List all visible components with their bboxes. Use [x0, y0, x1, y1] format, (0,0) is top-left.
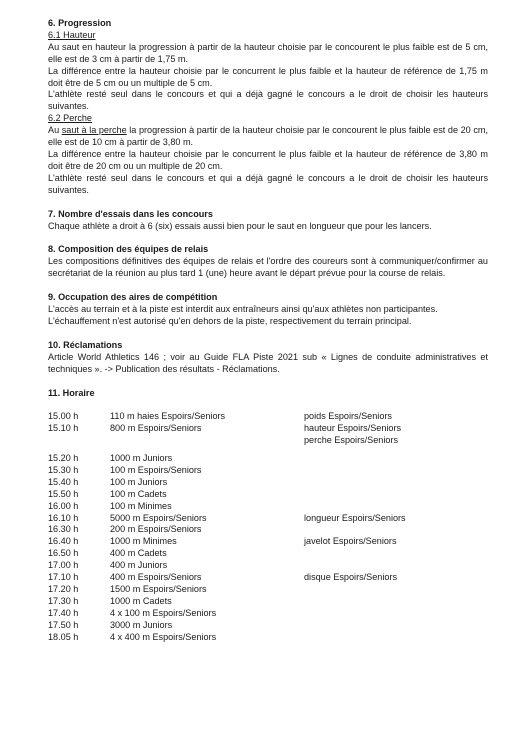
document-page: [48, 18, 488, 643]
schedule-row: [48, 465, 488, 477]
paragraph: L'athlète resté seul dans le concours et qui a déjà gagné le concours a le droit de choisir les hauteurs suivantes.: [48, 172, 488, 195]
schedule-track-event: [110, 435, 304, 447]
schedule-row: [48, 572, 488, 584]
schedule-field-event: [304, 489, 488, 501]
schedule-track-event: 100 m Juniors: [110, 476, 168, 487]
schedule-time: 15.50 h: [48, 488, 79, 499]
schedule-row: [48, 423, 488, 435]
section-title: 6. Progression: [48, 18, 112, 28]
schedule-field-event: [304, 584, 488, 596]
schedule-field-event: [304, 524, 488, 536]
section-essais: [48, 209, 488, 233]
schedule-row: [48, 453, 488, 465]
schedule-field-event: [304, 620, 488, 632]
schedule-track-event: 100 m Espoirs/Seniors: [110, 465, 202, 476]
schedule-track-event: 400 m Juniors: [110, 560, 168, 571]
paragraph: Au saut en hauteur la progression à partir de la hauteur choisie par le concourent le plus faible est de 5 cm, elle est de 3 cm à partir de 1,75 m.: [48, 41, 488, 64]
schedule-row: [48, 501, 488, 513]
schedule-track-event: 1000 m Minimes: [110, 536, 177, 547]
schedule-row: [48, 435, 488, 447]
paragraph: La différence entre la hauteur choisie par le concurrent le plus faible et la hauteur de référence de 1,75 m doit être de 5 cm ou un multiple de 5 cm.: [48, 65, 488, 88]
schedule-table: [48, 411, 488, 643]
schedule-field-event: [304, 548, 488, 560]
schedule-row: [48, 411, 488, 423]
schedule-field-event: hauteur Espoirs/Seniors: [304, 423, 402, 434]
schedule-field-event: [304, 632, 488, 644]
schedule-row: [48, 489, 488, 501]
section-title: 11. Horaire: [48, 387, 95, 398]
schedule-row: [48, 560, 488, 572]
paragraph: La différence entre la hauteur choisie par le concurrent le plus faible et la hauteur de référence de 3,80 m doit être de 20 cm ou un multiple de 20 cm.: [48, 148, 488, 171]
underlined-text: saut à la perche: [61, 125, 127, 136]
schedule-time: 16.10 h: [48, 512, 79, 523]
schedule-track-event: 110 m haies Espoirs/Seniors: [110, 411, 226, 422]
schedule-field-event: [304, 501, 488, 513]
schedule-time: 17.30 h: [48, 595, 79, 606]
schedule-track-event: 400 m Espoirs/Seniors: [110, 572, 202, 583]
schedule-track-event: 400 m Cadets: [110, 548, 167, 559]
schedule-row: [48, 513, 488, 525]
section-title: 9. Occupation des aires de compétition: [48, 292, 218, 303]
schedule-time: 16.30 h: [48, 524, 79, 535]
section-title: 7. Nombre d'essais dans les concours: [48, 208, 213, 219]
schedule-time: [48, 435, 110, 447]
schedule-row: [48, 524, 488, 536]
schedule-field-event: [304, 465, 488, 477]
schedule-track-event: 1000 m Juniors: [110, 453, 173, 464]
schedule-time: 17.50 h: [48, 619, 79, 630]
paragraph: L'accès au terrain et à la piste est interdit aux entraîneurs ainsi qu'aux athlètes non participantes.: [48, 304, 438, 315]
schedule-group: [48, 411, 488, 447]
schedule-track-event: 100 m Cadets: [110, 488, 167, 499]
schedule-time: 16.50 h: [48, 548, 79, 559]
schedule-row: [48, 608, 488, 620]
schedule-time: 17.10 h: [48, 572, 79, 583]
schedule-field-event: [304, 608, 488, 620]
subsection-title-perche: 6.2 Perche: [48, 113, 92, 124]
schedule-track-event: 5000 m Espoirs/Seniors: [110, 512, 207, 523]
schedule-track-event: 4 x 100 m Espoirs/Seniors: [110, 607, 217, 618]
schedule-time: 15.30 h: [48, 465, 79, 476]
section-reclamations: [48, 340, 488, 376]
subsection-title-hauteur: 6.1 Hauteur: [48, 29, 96, 40]
schedule-row: [48, 596, 488, 608]
schedule-track-event: 200 m Espoirs/Seniors: [110, 524, 202, 535]
schedule-track-event: 4 x 400 m Espoirs/Seniors: [110, 631, 217, 642]
text-run: la progression à partir de la hauteur choisie par le concourent le plus faible est de 20 cm, elle est de 10 cm à partir de 3,80 m.: [48, 125, 488, 148]
schedule-time: 16.40 h: [48, 536, 79, 547]
schedule-track-event: 1000 m Cadets: [110, 595, 172, 606]
schedule-field-event: poids Espoirs/Seniors: [304, 411, 392, 422]
schedule-time: 17.20 h: [48, 583, 79, 594]
schedule-row: [48, 548, 488, 560]
schedule-field-event: disque Espoirs/Seniors: [304, 572, 398, 583]
section-relais: [48, 244, 488, 280]
schedule-field-event: [304, 453, 488, 465]
schedule-time: 17.00 h: [48, 560, 79, 571]
schedule-time: 18.05 h: [48, 631, 79, 642]
paragraph: L'athlète resté seul dans le concours et qui a déjà gagné le concours a le droit de choisir les hauteurs suivantes.: [48, 89, 488, 112]
schedule-row: [48, 620, 488, 632]
schedule-field-event: javelot Espoirs/Seniors: [304, 536, 397, 547]
schedule-field-event: perche Espoirs/Seniors: [304, 435, 399, 446]
schedule-row: [48, 536, 488, 548]
schedule-track-event: 800 m Espoirs/Seniors: [110, 423, 202, 434]
paragraph: Les compositions définitives des équipes de relais et l'ordre des coureurs sont à communiquer/confirmer au secrétariat de la réunion au plus tard 1 (une) heure avant le départ prévue pour la course de relais.: [48, 256, 488, 279]
paragraph: L'échauffement n'est autorisé qu'en dehors de la piste, respectivement du terrain principal.: [48, 315, 412, 326]
schedule-group: [48, 453, 488, 643]
paragraph: Article World Athletics 146 ; voir au Guide FLA Piste 2021 sub « Lignes de conduite administratives et techniques ». -> Publication des résultats - Réclamations.: [48, 351, 488, 374]
schedule-field-event: [304, 477, 488, 489]
schedule-time: 15.40 h: [48, 476, 79, 487]
schedule-row: [48, 632, 488, 644]
paragraph: Chaque athlète a droit à 6 (six) essais aussi bien pour le saut en longueur que pour les lancers.: [48, 220, 432, 231]
section-title: 10. Réclamations: [48, 339, 123, 350]
schedule-row: [48, 584, 488, 596]
schedule-track-event: 100 m Minimes: [110, 500, 172, 511]
section-horaire: [48, 388, 488, 644]
schedule-time: 16.00 h: [48, 500, 79, 511]
schedule-field-event: [304, 596, 488, 608]
schedule-field-event: [304, 560, 488, 572]
schedule-track-event: 1500 m Espoirs/Seniors: [110, 583, 207, 594]
schedule-row: [48, 477, 488, 489]
schedule-time: 15.20 h: [48, 453, 79, 464]
section-progression: [48, 18, 488, 197]
schedule-time: 15.10 h: [48, 423, 79, 434]
schedule-time: 17.40 h: [48, 607, 79, 618]
schedule-field-event: longueur Espoirs/Seniors: [304, 512, 406, 523]
section-aires: [48, 292, 488, 328]
schedule-time: 15.00 h: [48, 411, 79, 422]
section-title: 8. Composition des équipes de relais: [48, 244, 209, 255]
text-run: Au: [48, 125, 62, 136]
schedule-track-event: 3000 m Juniors: [110, 619, 173, 630]
paragraph: [48, 125, 488, 149]
